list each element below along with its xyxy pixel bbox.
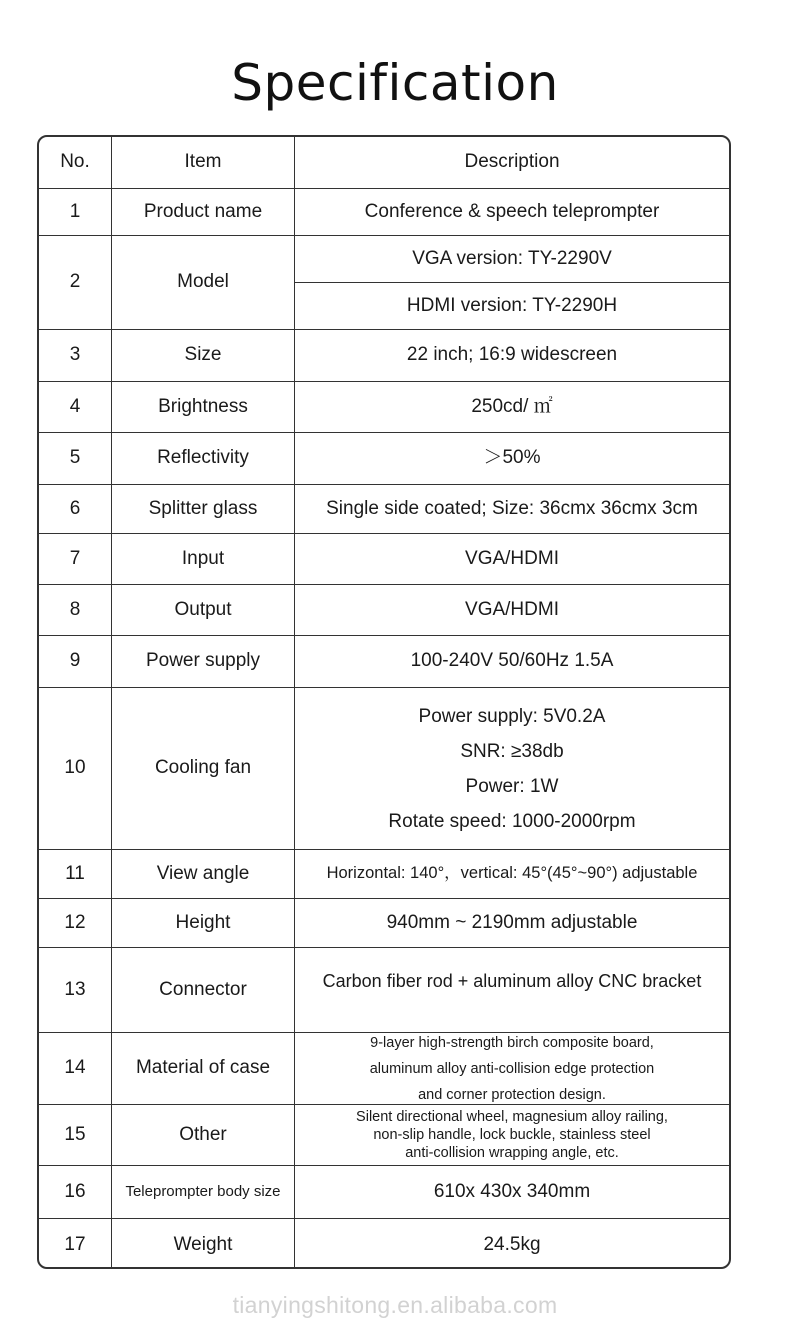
row-item: Height [111, 899, 294, 947]
description-line: SNR: ≥38db [460, 740, 564, 762]
row-number: 17 [64, 1233, 86, 1255]
row-description: Horizontal: 140°，vertical: 45°(45°~90°) adjustable [294, 850, 729, 898]
row-description: 250cd/ ㎡ [294, 382, 729, 432]
description-line: anti-collision wrapping angle, etc. [405, 1145, 619, 1161]
page-title: Specification [231, 54, 559, 112]
header-description: Description [294, 137, 729, 188]
row-description [294, 688, 729, 849]
row-number: 16 [64, 1180, 86, 1202]
row-description: 24.5kg [294, 1219, 729, 1269]
description-line: Power: 1W [465, 775, 559, 797]
row-item: Output [111, 585, 294, 635]
description-line: Power supply: 5V0.2A [418, 705, 606, 727]
row-number: 11 [65, 862, 85, 884]
row-number: 15 [64, 1123, 86, 1145]
row-number: 6 [69, 497, 81, 519]
row-number: 5 [69, 447, 81, 469]
table-row [39, 687, 729, 849]
row-item: Teleprompter body size [111, 1166, 294, 1218]
description-hdmi-version: HDMI version: TY-2290H [295, 282, 729, 329]
row-item: Size [111, 330, 294, 381]
header-no: No. [60, 151, 90, 173]
row-item: Cooling fan [111, 688, 294, 849]
row-number: 9 [69, 650, 81, 672]
row-item: Splitter glass [111, 485, 294, 533]
header-item: Item [111, 137, 294, 188]
row-description: 100-240V 50/60Hz 1.5A [294, 636, 729, 687]
description-vga-version: VGA version: TY-2290V [412, 247, 612, 269]
row-item: Input [111, 534, 294, 584]
row-number: 14 [64, 1057, 86, 1079]
row-item: View angle [111, 850, 294, 898]
row-description: Conference & speech teleprompter [294, 189, 729, 235]
table-row [39, 432, 729, 484]
row-number: 7 [69, 547, 81, 569]
row-description: 610x 430x 340mm [294, 1166, 729, 1218]
row-number: 13 [64, 978, 86, 1000]
row-number: 8 [69, 598, 81, 620]
table-row [39, 1104, 729, 1165]
table-row [39, 849, 729, 898]
row-item: Power supply [111, 636, 294, 687]
table-row [39, 947, 729, 1032]
row-item: Weight [111, 1219, 294, 1269]
row-description: ＞50% [294, 433, 729, 484]
description-line: aluminum alloy anti-collision edge protection [369, 1060, 655, 1077]
row-description: VGA/HDMI [294, 534, 729, 584]
row-description [294, 236, 729, 329]
row-description [294, 1105, 729, 1165]
table-row [39, 1165, 729, 1218]
row-description [294, 1033, 729, 1104]
row-item: Product name [111, 189, 294, 235]
description-line: Rotate speed: 1000-2000rpm [388, 810, 636, 832]
row-description: 940mm ~ 2190mm adjustable [294, 899, 729, 947]
row-item: Material of case [111, 1033, 294, 1104]
table-row [39, 1032, 729, 1104]
table-row [39, 329, 729, 381]
table-row [39, 584, 729, 635]
row-description: Single side coated; Size: 36cmx 36cmx 3cm [294, 485, 729, 533]
row-number: 4 [69, 395, 81, 417]
row-number: 3 [69, 344, 81, 366]
description-line: and corner protection design. [418, 1086, 606, 1103]
row-number: 2 [69, 271, 81, 293]
row-item: Brightness [111, 382, 294, 432]
row-item: Reflectivity [111, 433, 294, 484]
description-line: 9-layer high-strength birch composite board, [370, 1034, 654, 1051]
table-row [39, 1218, 729, 1269]
table-row [39, 235, 729, 329]
table-row [39, 381, 729, 432]
row-description: Carbon fiber rod + aluminum alloy CNC bracket [294, 948, 729, 1032]
row-description: 22 inch; 16:9 widescreen [294, 330, 729, 381]
watermark-url: tianyingshitong.en.alibaba.com [232, 1292, 558, 1318]
row-item: Other [111, 1105, 294, 1165]
table-row [39, 188, 729, 235]
row-number: 10 [64, 757, 86, 779]
row-number: 12 [64, 911, 86, 933]
row-description: VGA/HDMI [294, 585, 729, 635]
row-number: 1 [69, 200, 81, 222]
description-line: non-slip handle, lock buckle, stainless steel [373, 1127, 651, 1143]
row-item: Model [111, 236, 294, 329]
table-row [39, 898, 729, 947]
table-row [39, 533, 729, 584]
table-header-row [39, 137, 729, 188]
table-row [39, 635, 729, 687]
table-row [39, 484, 729, 533]
specification-table [37, 135, 731, 1269]
description-line: Silent directional wheel, magnesium alloy railing, [356, 1109, 668, 1125]
row-item: Connector [111, 948, 294, 1032]
